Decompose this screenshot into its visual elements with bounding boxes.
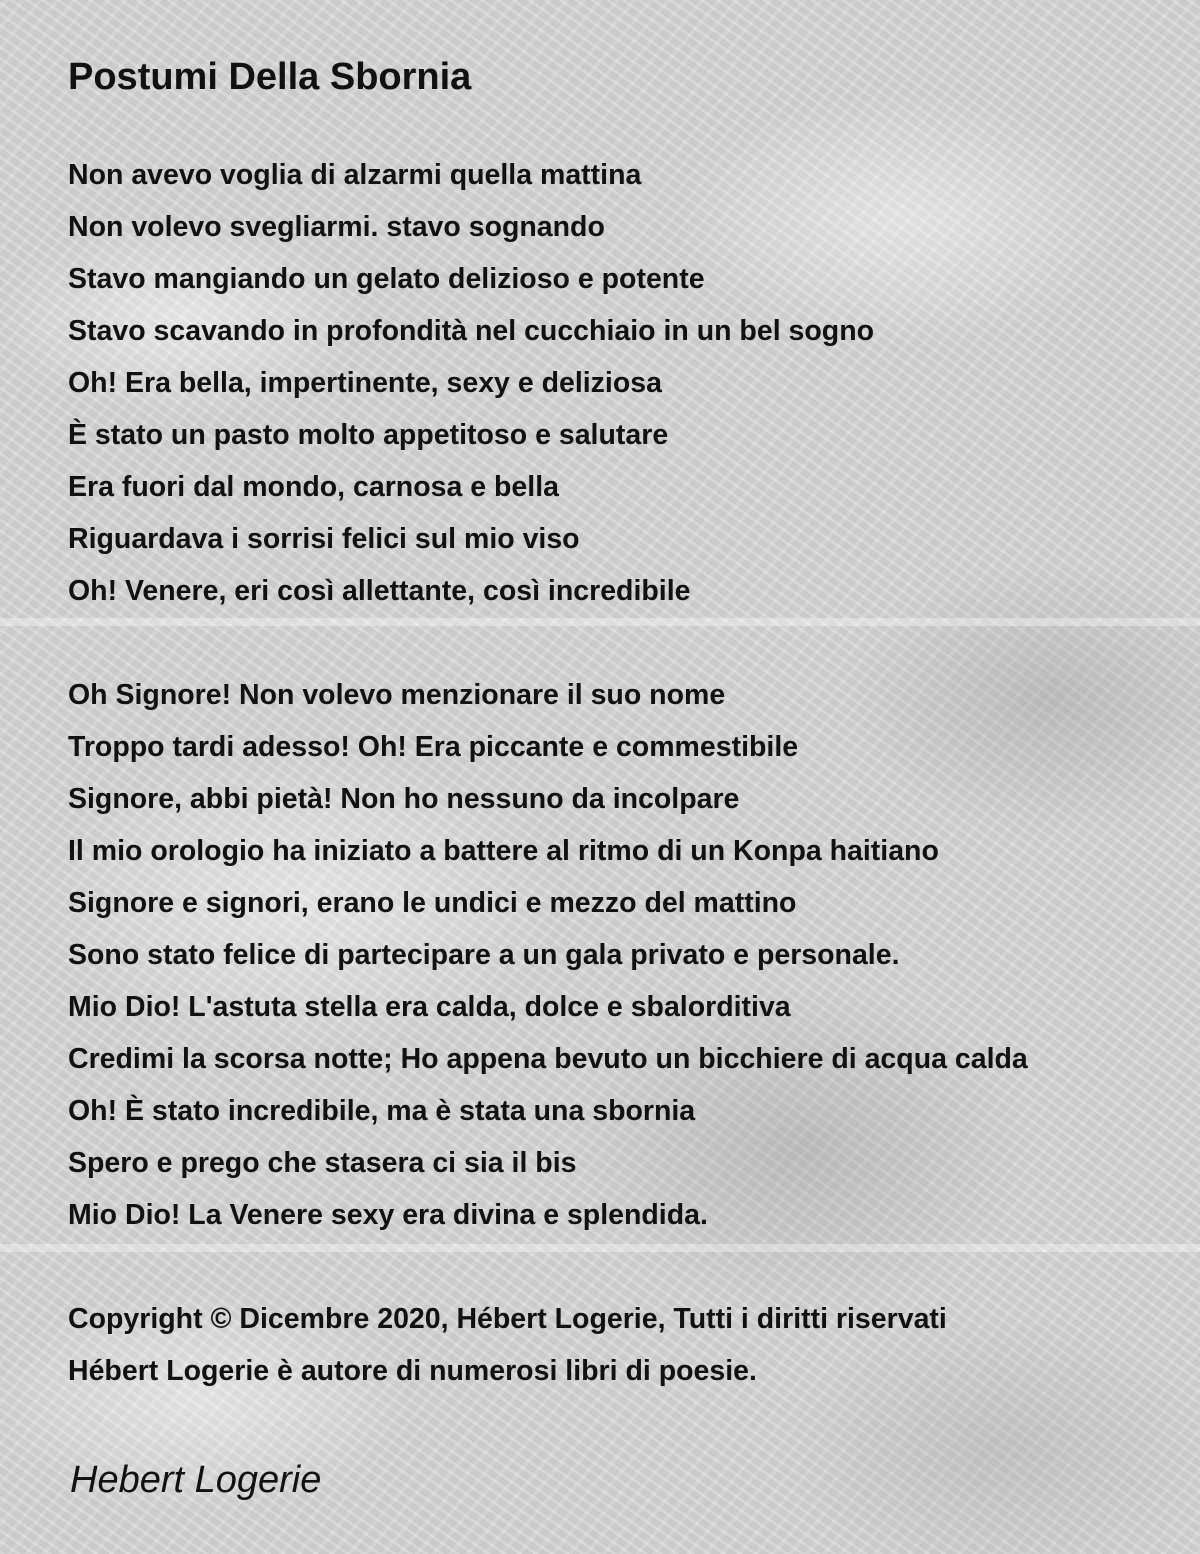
poem-line: Era fuori dal mondo, carnosa e bella [68,471,559,503]
author-signature: Hebert Logerie [70,1459,322,1501]
poem-line: Riguardava i sorrisi felici sul mio viso [68,523,580,555]
poem-line: Signore, abbi pietà! Non ho nessuno da incolpare [68,783,740,815]
stanza-1 [68,149,874,617]
background-band [0,1244,1200,1252]
poem-title: Postumi Della Sbornia [68,56,472,98]
background-band [0,618,1200,626]
poem-line: Oh! Era bella, impertinente, sexy e deliziosa [68,367,662,399]
poem-line: Stavo mangiando un gelato delizioso e potente [68,263,705,295]
poem-line: Troppo tardi adesso! Oh! Era piccante e commestibile [68,731,799,763]
poem-line: Mio Dio! La Venere sexy era divina e splendida. [68,1199,708,1231]
poem-line: Non volevo svegliarmi. stavo sognando [68,211,605,243]
stanza-2 [68,669,1028,1241]
poem-line: Oh! Venere, eri così allettante, così incredibile [68,575,691,607]
poem-line: Oh! È stato incredibile, ma è stata una sbornia [68,1095,696,1127]
copyright-notes [68,1293,947,1397]
poem-line: È stato un pasto molto appetitoso e salutare [68,419,669,451]
poem-line: Sono stato felice di partecipare a un gala privato e personale. [68,939,900,971]
poem-line: Il mio orologio ha iniziato a battere al ritmo di un Konpa haitiano [68,835,939,867]
poem-line: Signore e signori, erano le undici e mezzo del mattino [68,887,797,919]
poem-line: Non avevo voglia di alzarmi quella mattina [68,159,642,191]
poem-line: Credimi la scorsa notte; Ho appena bevuto un bicchiere di acqua calda [68,1043,1028,1075]
poem-line: Oh Signore! Non volevo menzionare il suo nome [68,679,726,711]
poem-line: Mio Dio! L'astuta stella era calda, dolce e sbalorditiva [68,991,791,1023]
copyright-line: Copyright © Dicembre 2020, Hébert Logerie, Tutti i diritti riservati [68,1303,947,1335]
poem-line: Stavo scavando in profondità nel cucchiaio in un bel sogno [68,315,875,347]
poem-line: Spero e prego che stasera ci sia il bis [68,1147,577,1179]
author-bio-line: Hébert Logerie è autore di numerosi libri di poesie. [68,1355,757,1387]
